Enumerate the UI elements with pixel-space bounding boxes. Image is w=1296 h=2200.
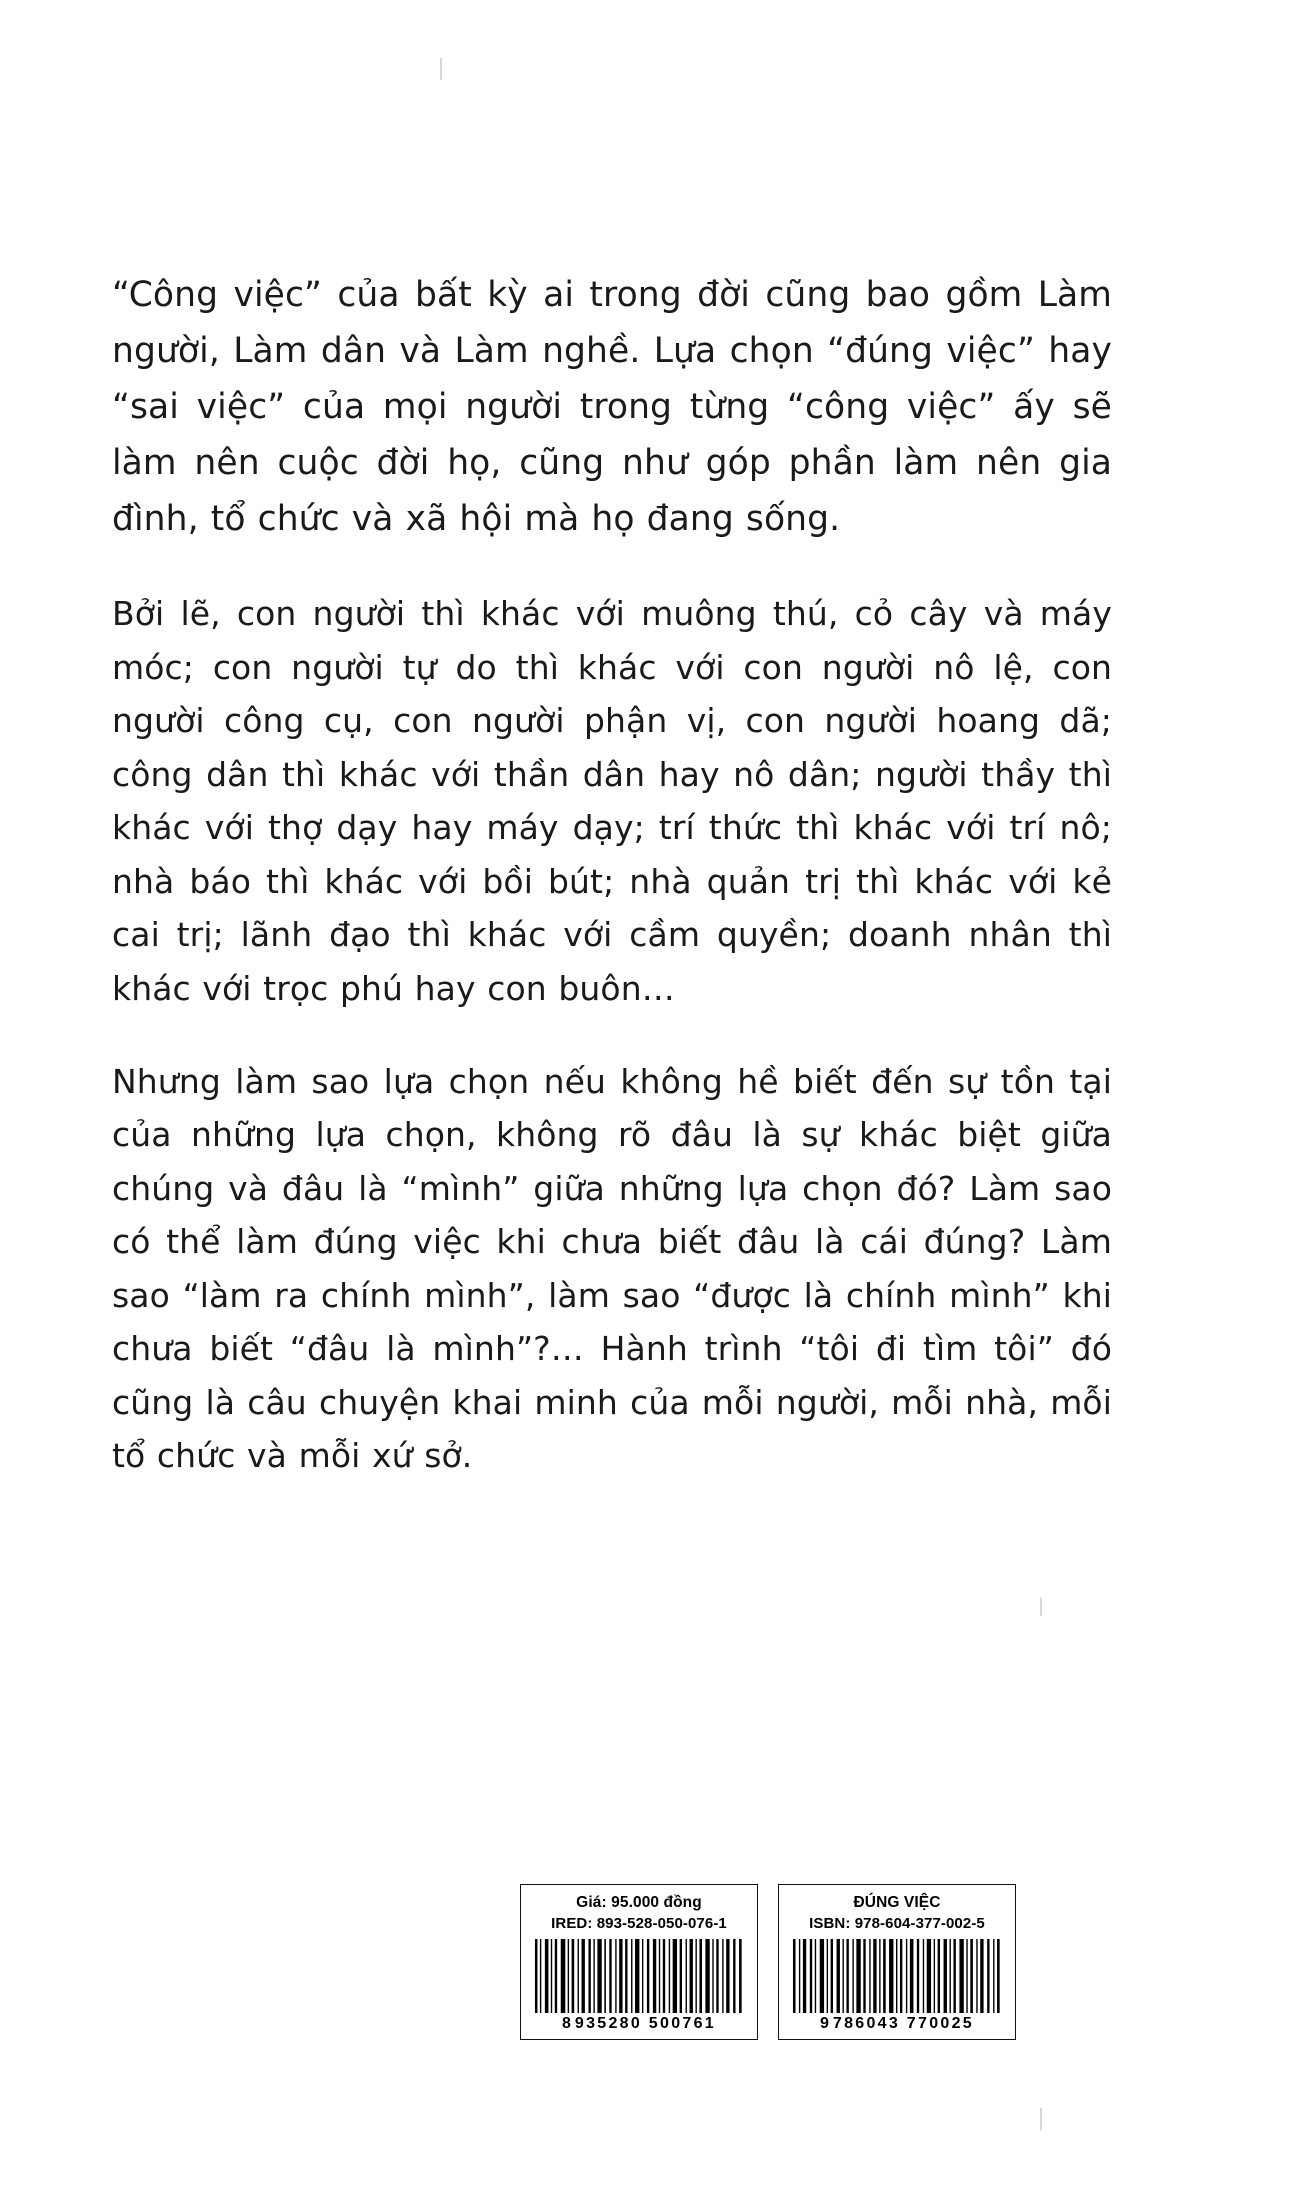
paragraph-3: Nhưng làm sao lựa chọn nếu không hề biết đến sự tồn tại của những lựa chọn, không rõ đâu là sự khác biệt giữa chúng và đâu là “mình” giữa những lựa chọn đó? Làm sao có thể làm đúng việc khi chưa biết đâu là cái đúng? Làm sao “làm ra chính mình”, làm sao “được là chính mình” khi chưa biết “đâu là mình”?… Hành trình “tôi đi tìm tôi” đó cũng là câu chuyện khai minh của mỗi người, mỗi nhà, mỗi tổ chức và mỗi xứ sở. [112, 1062, 1112, 1476]
isbn-code-label: ISBN: 978-604-377-002-5 [809, 1914, 985, 1932]
price-barcode-block [520, 1884, 758, 2040]
crop-mark-top [440, 58, 442, 80]
crop-mark-middle [1040, 1598, 1042, 1616]
price-barcode-digit-group: 935280 500761 [574, 2015, 717, 2033]
price-barcode-digit-lead: 8 [561, 2015, 572, 2033]
blurb-text [112, 268, 1112, 1483]
isbn-barcode-digit-lead: 9 [819, 2015, 830, 2033]
paragraph-2: Bởi lẽ, con người thì khác với muông thú, cỏ cây và máy móc; con người tự do thì khác với con người nô lệ, con người công cụ, con người phận vị, con người hoang dã; công dân thì khác với thần dân hay nô dân; người thầy thì khác với thợ dạy hay máy dạy; trí thức thì khác với trí nô; nhà báo thì khác với bồi bút; nhà quản trị thì khác với kẻ cai trị; lãnh đạo thì khác với cầm quyền; doanh nhân thì khác với trọc phú hay con buôn… [112, 594, 1112, 1008]
isbn-barcode-digit-group: 786043 770025 [832, 2015, 975, 2033]
ired-code-label: IRED: 893-528-050-076-1 [551, 1914, 727, 1932]
isbn-barcode-bars [789, 1939, 1005, 2013]
isbn-barcode-digits [789, 2015, 1005, 2033]
isbn-barcode-block [778, 1884, 1016, 2040]
crop-mark-bottom [1040, 2108, 1042, 2130]
price-label: Giá: 95.000 đồng [576, 1894, 702, 1911]
barcode-area [520, 1884, 1016, 2040]
price-barcode-digits [531, 2015, 747, 2033]
price-barcode-bars [531, 1939, 747, 2013]
paragraph-1: “Công việc” của bất kỳ ai trong đời cũng bao gồm Làm người, Làm dân và Làm nghề. Lựa chọn “đúng việc” hay “sai việc” của mọi người trong từng “công việc” ấy sẽ làm nên cuộc đời họ, cũng như góp phần làm nên gia đình, tổ chức và xã hội mà họ đang sống. [112, 275, 1112, 539]
book-title-label: ĐÚNG VIỆC [853, 1894, 941, 1911]
